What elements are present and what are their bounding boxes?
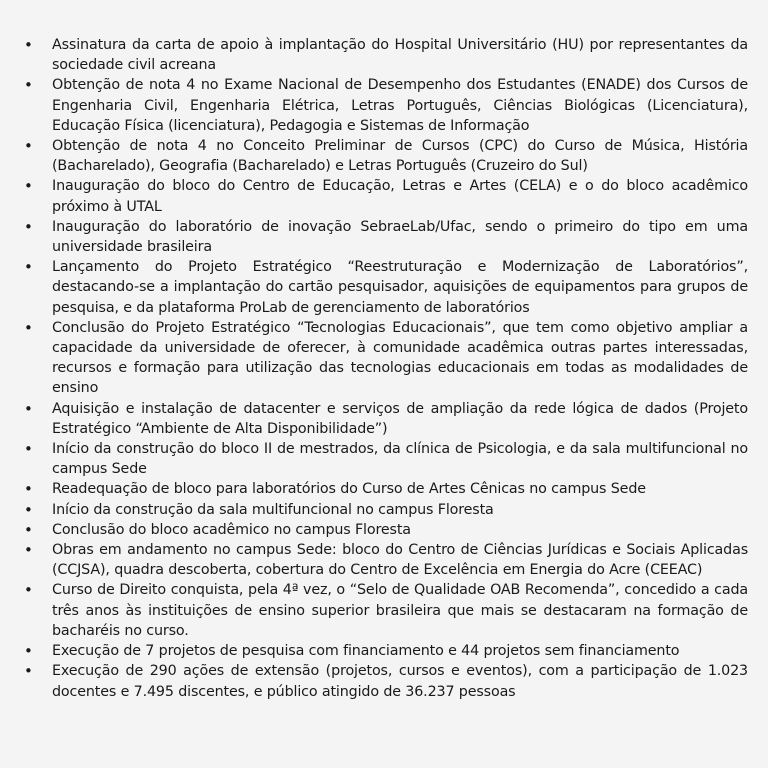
list-item <box>24 540 748 580</box>
list-item-text: Início da construção do bloco II de mestrados, da clínica de Psicologia, e da sala multifuncional no campus Sede <box>52 441 748 478</box>
list-item <box>24 661 748 701</box>
list-item <box>24 136 748 176</box>
list-item <box>24 500 748 520</box>
bullet-icon: • <box>24 318 33 337</box>
list-item-text: Execução de 290 ações de extensão (projetos, cursos e eventos), com a participação de 1.023 docentes e 7.495 discentes, e público atingido de 36.237 pessoas <box>52 663 748 700</box>
list-item <box>24 75 748 136</box>
list-item-text: Readequação de bloco para laboratórios do Curso de Artes Cênicas no campus Sede <box>52 481 646 498</box>
bullet-icon: • <box>24 440 33 459</box>
list-item <box>24 176 748 216</box>
list-item-text: Inauguração do bloco do Centro de Educação, Letras e Artes (CELA) e o do bloco acadêmico próximo à UTAL <box>52 178 748 215</box>
list-item-text: Conclusão do bloco acadêmico no campus Floresta <box>52 521 411 538</box>
bullet-icon: • <box>24 480 33 499</box>
list-item <box>24 318 748 399</box>
bullet-icon: • <box>24 217 33 236</box>
list-item <box>24 257 748 318</box>
list-item-text: Início da construção da sala multifuncional no campus Floresta <box>52 501 494 518</box>
bullet-icon: • <box>24 541 33 560</box>
bullet-icon: • <box>24 258 33 277</box>
bullet-icon: • <box>24 177 33 196</box>
list-item <box>24 35 748 75</box>
list-item-text: Execução de 7 projetos de pesquisa com financiamento e 44 projetos sem financiamento <box>52 643 680 660</box>
list-item-text: Obras em andamento no campus Sede: bloco do Centro de Ciências Jurídicas e Sociais Aplicadas (CCJSA), quadra descoberta, cobertura do Centro de Excelência em Energia do Acre (CEEAC) <box>52 542 748 579</box>
list-item <box>24 479 748 499</box>
list-item-text: Obtenção de nota 4 no Exame Nacional de Desempenho dos Estudantes (ENADE) dos Cursos de Engenharia Civil, Engenharia Elétrica, Letras Português, Ciências Biológicas (Licenciatura), Educação Física (licenciatura), Pedagogia e Sistemas de Informação <box>52 77 748 134</box>
list-item <box>24 641 748 661</box>
list-item <box>24 580 748 641</box>
bullet-icon: • <box>24 399 33 418</box>
list-item-text: Curso de Direito conquista, pela 4ª vez, o “Selo de Qualidade OAB Recomenda”, concedido a cada três anos às instituições de ensino superior brasileira que mais se destacaram na formação de bacharéis no curso. <box>52 582 748 639</box>
list-item <box>24 399 748 439</box>
list-item <box>24 217 748 257</box>
bullet-icon: • <box>24 662 33 681</box>
bullet-icon: • <box>24 642 33 661</box>
achievements-list <box>24 35 748 702</box>
bullet-icon: • <box>24 137 33 156</box>
bullet-icon: • <box>24 76 33 95</box>
list-item-text: Conclusão do Projeto Estratégico “Tecnologias Educacionais”, que tem como objetivo ampliar a capacidade da universidade de oferecer, à comunidade acadêmica outras partes interessadas, recursos e formação para utilização das tecnologias educacionais em todas as modalidades de ensino <box>52 319 748 397</box>
bullet-icon: • <box>24 36 33 54</box>
list-item-text: Aquisição e instalação de datacenter e serviços de ampliação da rede lógica de dados (Projeto Estratégico “Ambiente de Alta Disponibilidade”) <box>52 400 748 437</box>
bullet-icon: • <box>24 520 33 539</box>
bullet-icon: • <box>24 500 33 519</box>
list-item-text: Assinatura da carta de apoio à implantação do Hospital Universitário (HU) por representantes da sociedade civil acreana <box>52 37 748 74</box>
list-item-text: Inauguração do laboratório de inovação SebraeLab/Ufac, sendo o primeiro do tipo em uma universidade brasileira <box>52 218 748 256</box>
bullet-icon: • <box>24 581 33 600</box>
list-item-text: Lançamento do Projeto Estratégico “Reestruturação e Modernização de Laboratórios”, destacando-se a implantação do cartão pesquisador, aquisições de equipamentos para grupos de pesquisa, e da plataforma ProLab de gerenciamento de laboratórios <box>52 259 748 316</box>
list-item <box>24 520 748 540</box>
list-item <box>24 439 748 479</box>
list-item-text: Obtenção de nota 4 no Conceito Preliminar de Cursos (CPC) do Curso de Música, História (Bacharelado), Geografia (Bacharelado) e Letras Português (Cruzeiro do Sul) <box>52 138 748 175</box>
